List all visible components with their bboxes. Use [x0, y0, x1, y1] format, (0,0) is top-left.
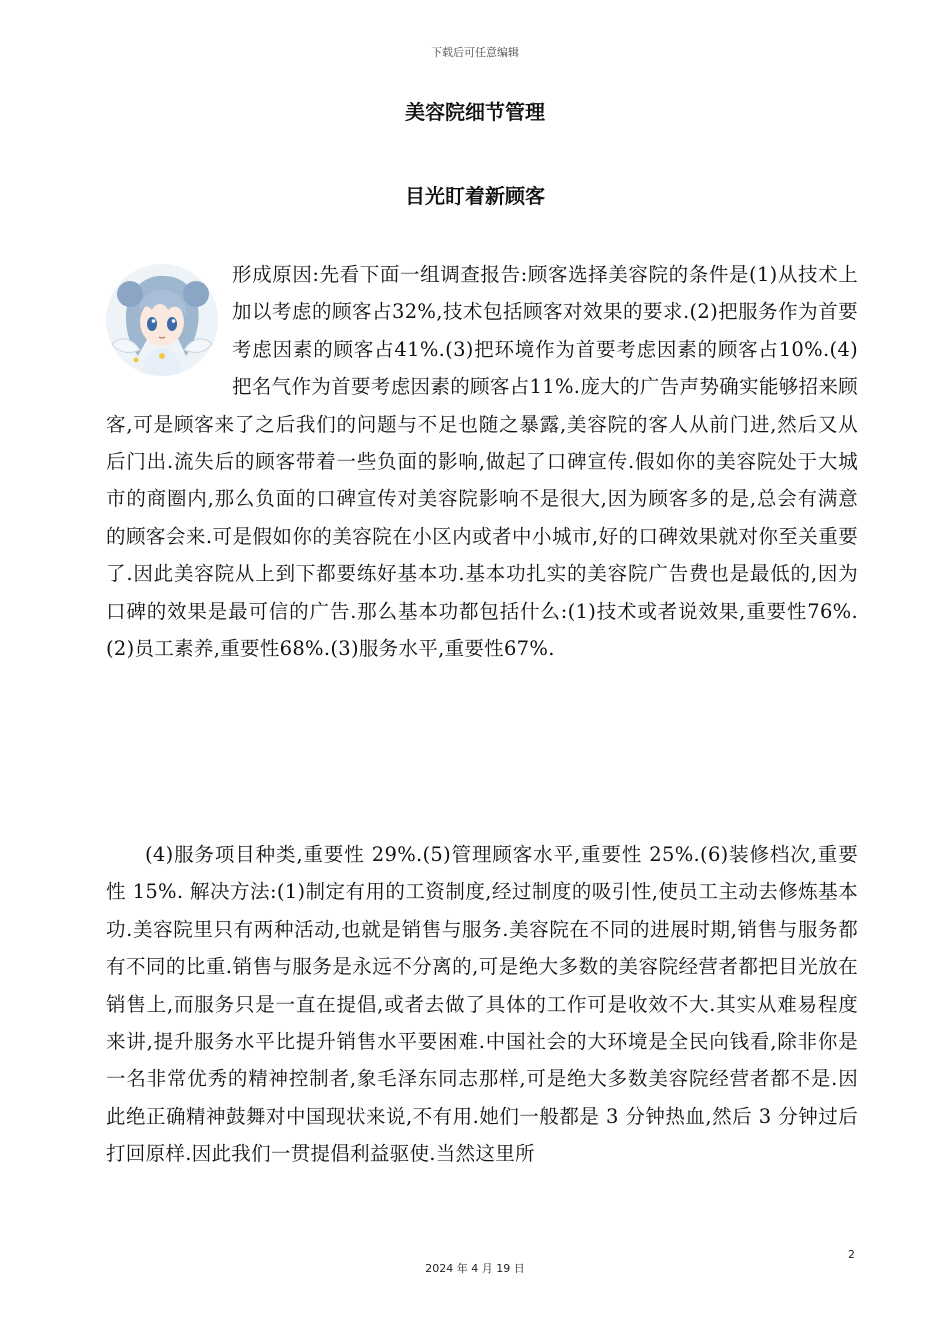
- anime-girl-avatar-image: [106, 264, 218, 376]
- paragraph-1-block: [106, 256, 858, 667]
- footer-date: 2024 年 4 月 19 日: [425, 1262, 525, 1275]
- paragraph-2-text: (4)服务项目种类,重要性 29%.(5)管理顾客水平,重要性 25%.(6)装修档次,重要性 15%. 解决方法:(1)制定有用的工资制度,经过制度的吸引性,使员工主动去修炼基本功.美容院里只有两种活动,也就是销售与服务.美容院在不同的进展时期,销售与服务都有不同的比重.销售与服务是永远不分离的,可是绝大多数的美容院经营者都把目光放在销售上,而服务只是一直在提倡,或者去做了具体的工作可是收效不大.其实从难易程度来讲,提升服务水平比提升销售水平要困难.中国社会的大环境是全民向钱看,除非你是一名非常优秀的精神控制者,象毛泽东同志那样,可是绝大多数美容院经营者都不是.因此绝正确精神鼓舞对中国现状来说,不有用.她们一般都是 3 分钟热血,然后 3 分钟过后打回原样.因此我们一贯提倡利益驱使.当然这里所: [106, 843, 858, 1166]
- page-number: 2: [848, 1248, 855, 1261]
- document-title: 美容院细节管理: [405, 100, 545, 124]
- header-note: 下载后可任意编辑: [431, 46, 519, 59]
- document-subtitle: 目光盯着新顾客: [405, 184, 545, 208]
- paragraph-1-text: 形成原因:先看下面一组调查报告:顾客选择美容院的条件是(1)从技术上加以考虑的顾客占32%,技术包括顾客对效果的要求.(2)把服务作为首要考虑因素的顾客占41%.(3)把环境作为首要考虑因素的顾客占10%.(4)把名气作为首要考虑因素的顾客占11%.庞大的广告声势确实能够招来顾客,可是顾客来了之后我们的问题与不足也随之暴露,美容院的客人从前门进,然后又从后门出.流失后的顾客带着一些负面的影响,做起了口碑宣传.假如你的美容院处于大城市的商圈内,那么负面的口碑宣传对美容院影响不是很大,因为顾客多的是,总会有满意的顾客会来.可是假如你的美容院在小区内或者中小城市,好的口碑效果就对你至关重要了.因此美容院从上到下都要练好基本功.基本功扎实的美容院广告费也是最低的,因为口碑的效果是最可信的广告.那么基本功都包括什么:(1)技术或者说效果,重要性76%.(2)员工素养,重要性68%.(3)服务水平,重要性67%.: [106, 263, 858, 661]
